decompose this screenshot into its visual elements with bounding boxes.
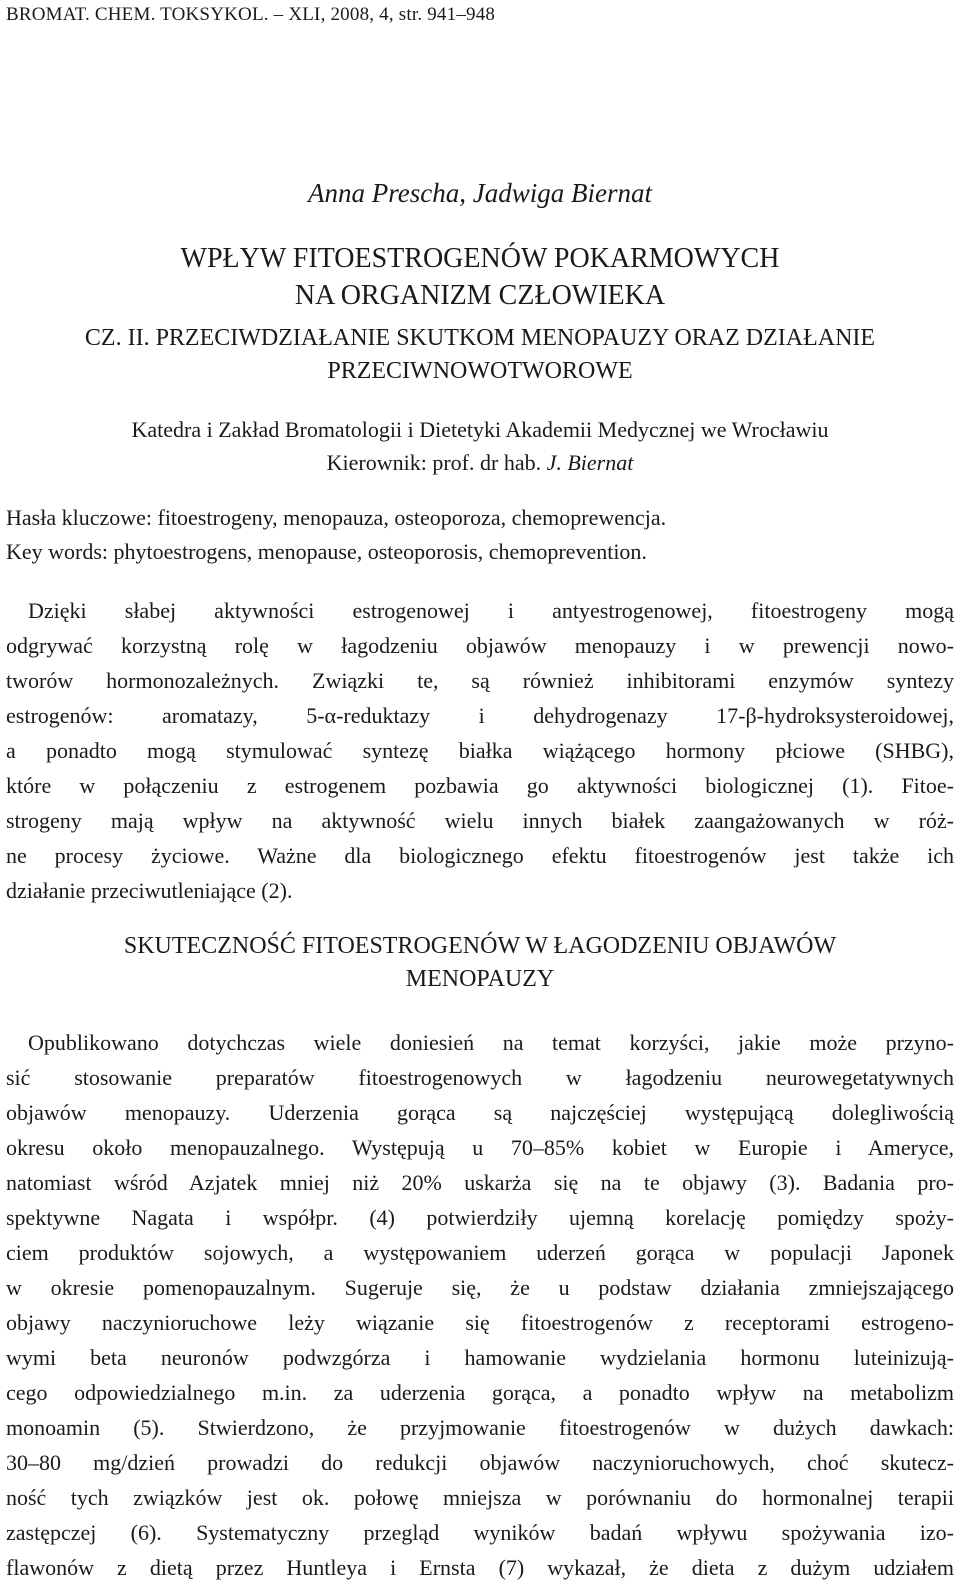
text-line: sić stosowanie preparatów fitoestrogenowych w łagodzeniu neurowegetatywnych [6,1065,954,1090]
affiliation [6,413,954,479]
authors: Anna Prescha, Jadwiga Biernat [308,178,652,208]
intro-paragraph [6,593,954,908]
subtitle-line: PRZECIWNOWOTWOROWE [327,358,633,384]
text-line: spektywne Nagata i współpr. (4) potwierdziły ujemną korelację pomiędzy spoży- [6,1205,954,1230]
text-line: flawonów z dietą przez Huntleya i Ernsta (7) wykazał, że dieta z dużym udziałem [6,1555,954,1580]
text-line: objawów menopauzy. Uderzenia gorąca są najczęściej występującą dolegliwością [6,1100,954,1125]
article-title [6,240,954,314]
text-line: cego odpowiedzialnego m.in. za uderzenia gorąca, a ponadto wpływ na metabolizm [6,1380,954,1405]
text-line: ność tych związków jest ok. połowę mniejsza w porównaniu do hormonalnej terapii [6,1485,954,1510]
text-line: ciem produktów sojowych, a występowaniem uderzeń gorąca w populacji Japonek [6,1240,954,1265]
subtitle-line: CZ. II. PRZECIWDZIAŁANIE SKUTKOM MENOPAUZY ORAZ DZIAŁANIE [84,325,876,351]
head-name: J. Biernat [546,450,634,475]
institution: Katedra i Zakład Bromatologii i Dietetyki Akademii Medycznej we Wrocławiu [131,417,829,442]
text-line: Opublikowano dotychczas wiele doniesień na temat korzyści, jakie może przyno- [28,1030,954,1055]
text-line: w okresie pomenopauzalnym. Sugeruje się, że u podstaw działania zmniejszającego [6,1275,954,1300]
text-line: ne procesy życiowe. Ważne dla biologicznego efektu fitoestrogenów jest także ich [6,843,954,868]
keywords-en: Key words: phytoestrogens, menopause, osteoporosis, chemoprevention. [6,539,647,564]
text-line: strogeny mają wpływ na aktywność wielu innych białek zaangażowanych w róż- [6,808,954,833]
text-line: tworów hormonozależnych. Związki te, są również inhibitorami enzymów syntezy [6,668,954,693]
keywords [6,501,954,569]
text-line: natomiast wśród Azjatek mniej niż 20% uskarża się na te objawy (3). Badania pro- [6,1170,954,1195]
section-heading-line: MENOPAUZY [405,966,555,992]
keywords-pl: Hasła kluczowe: fitoestrogeny, menopauza, osteoporoza, chemoprewencja. [6,505,667,530]
text-line: 30–80 mg/dzień prowadzi do redukcji objawów naczynioruchowych, choć skutecz- [6,1450,954,1475]
text-line: objawy naczynioruchowe leży wiązanie się fitoestrogenów z receptorami estrogeno- [6,1310,954,1335]
text-line: okresu około menopauzalnego. Występują u 70–85% kobiet w Europie i Ameryce, [6,1135,954,1160]
head-label: Kierownik: prof. dr hab. [326,450,547,475]
text-line: wymi beta neuronów podwzgórza i hamowanie wydzielania hormonu luteinizują- [6,1345,954,1370]
section-heading-line: SKUTECZNOŚĆ FITOESTROGENÓW W ŁAGODZENIU OBJAWÓW [123,933,837,959]
section-heading [6,930,954,996]
text-line: monoamin (5). Stwierdzono, że przyjmowanie fitoestrogenów w dużych dawkach: [6,1415,954,1440]
text-line: Dzięki słabej aktywności estrogenowej i antyestrogenowej, fitoestrogeny mogą [28,598,954,623]
title-line: NA ORGANIZM CZŁOWIEKA [294,280,666,311]
running-head: BROMAT. CHEM. TOKSYKOL. – XLI, 2008, 4, str. 941–948 [6,4,496,25]
text-line: zastępczej (6). Systematyczny przegląd wyników badań wpływu spożywania izo- [6,1520,954,1545]
article-subtitle [6,322,954,388]
text-line: odgrywać korzystną rolę w łagodzeniu objawów menopauzy i w prewencji nowo- [6,633,954,658]
body-paragraph [6,1025,954,1585]
text-line: które w połączeniu z estrogenem pozbawia go aktywności biologicznej (1). Fitoe- [6,773,954,798]
title-line: WPŁYW FITOESTROGENÓW POKARMOWYCH [180,243,780,274]
text-line: estrogenów: aromatazy, 5-α-reduktazy i dehydrogenazy 17-β-hydroksysteroidowej, [6,703,954,728]
text-line: działanie przeciwutleniające (2). [6,878,293,903]
text-line: a ponadto mogą stymulować syntezę białka wiążącego hormony płciowe (SHBG), [6,738,954,763]
head-of-department [6,446,954,479]
